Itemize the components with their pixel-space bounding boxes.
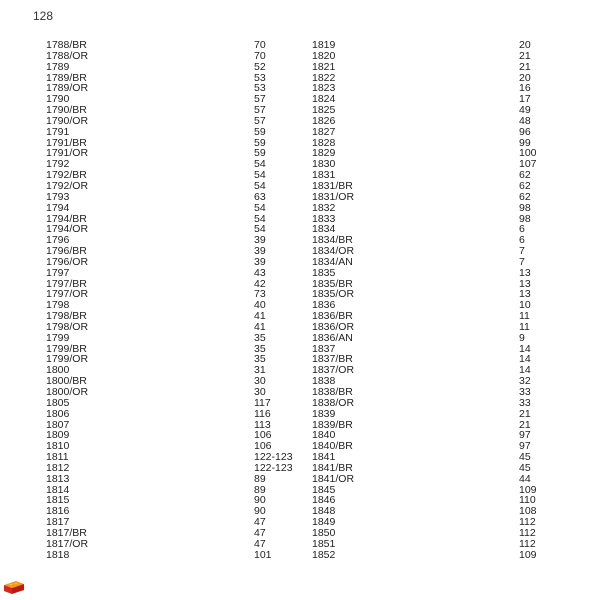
index-page-ref: 43 [254,266,266,279]
index-page-ref: 96 [519,125,531,138]
index-code: 1826 [312,114,336,127]
index-page-ref: 41 [254,320,266,333]
index-page-ref: 6 [519,234,525,247]
index-page-ref: 6 [519,223,525,236]
index-page-ref: 11 [519,310,530,323]
index-page-ref: 30 [254,386,266,398]
index-code: 1796/BR [46,245,87,258]
index-page-ref: 21 [519,49,531,62]
index-code: 1839/BR [312,418,353,431]
index-code: 1797 [46,266,70,279]
index-code: 1838/OR [312,396,355,409]
index-page-ref: 48 [519,114,531,127]
index-page-ref: 47 [254,537,266,550]
index-code: 1800 [46,364,70,377]
index-page-ref: 122-123 [254,461,293,474]
index-page-ref: 109 [519,483,537,496]
index-page-ref: 21 [519,407,531,420]
index-code: 1834/AN [312,255,353,268]
index-code: 1823 [312,82,336,95]
index-page-ref: 54 [254,212,266,225]
index-code: 1791 [46,125,70,138]
index-page-ref: 98 [519,201,531,214]
index-page-ref: 9 [519,331,525,344]
index-code: 1831 [312,169,336,182]
index-code: 1791/BR [46,136,87,149]
index-codes-column-left [46,40,136,561]
index-code: 1824 [312,93,336,106]
index-page-ref: 59 [254,125,266,138]
index-page-ref: 62 [519,169,531,182]
index-code: 1834 [312,223,336,236]
index-page-ref: 89 [254,472,266,485]
index-page-ref: 35 [254,331,266,344]
index-page-ref: 14 [519,353,531,366]
index-code: 1790/BR [46,104,87,117]
index-page-ref: 14 [519,364,531,377]
index-code: 1816 [46,505,70,518]
index-code: 1845 [312,483,336,496]
index-page-ref: 39 [254,245,266,258]
index-page-ref: 16 [519,82,531,95]
index-code: 1825 [312,104,336,117]
index-page-ref: 45 [519,461,531,474]
index-code: 1828 [312,136,336,149]
index-code: 1849 [312,516,336,529]
index-code: 1813 [46,472,70,485]
index-code: 1848 [312,505,336,518]
index-page-ref: 21 [519,418,531,431]
index-page-ref: 7 [519,255,525,268]
index-code: 1838/BR [312,386,353,398]
index-code: 1794 [46,201,70,214]
index-code: 1815 [46,494,70,507]
index-page-ref: 11 [519,320,530,333]
index-page-ref: 35 [254,353,266,366]
index-page-ref: 49 [519,104,531,117]
index-page-ref: 101 [254,548,272,561]
index-code: 1834/OR [312,245,355,258]
index-page-ref: 98 [519,212,531,225]
index-code: 1800/OR [46,386,89,398]
index-code: 1796/OR [46,255,89,268]
index-page-ref: 112 [519,516,536,529]
index-page-ref: 35 [254,342,266,355]
index-code: 1837 [312,342,336,355]
index-page-ref: 106 [254,429,272,442]
index-code: 1840/BR [312,440,353,453]
index-code: 1794/BR [46,212,87,225]
index-code: 1851 [312,537,336,550]
index-code: 1789/OR [46,82,89,95]
index-code: 1793 [46,190,70,203]
index-page-ref: 54 [254,223,266,236]
index-page-ref: 106 [254,440,272,453]
index-page-ref: 57 [254,114,266,127]
index-code: 1837/BR [312,353,353,366]
index-pages-column-right [519,40,569,561]
index-code: 1798 [46,299,70,312]
index-code: 1797/OR [46,288,89,301]
index-code: 1835/OR [312,288,355,301]
index-code: 1796 [46,234,70,247]
index-code: 1790/OR [46,114,89,127]
index-page-ref: 59 [254,147,266,160]
index-page-ref: 54 [254,158,266,171]
index-page-ref: 10 [519,299,531,312]
index-page-ref: 47 [254,516,266,529]
index-page-ref: 17 [519,93,531,106]
index-page-ref: 100 [519,147,537,160]
index-code: 1799/BR [46,342,87,355]
index-page-ref: 57 [254,93,266,106]
index-code: 1834/BR [312,234,353,247]
index-code: 1792/BR [46,169,87,182]
index-codes-column-right [312,40,402,561]
index-code: 1791/OR [46,147,89,160]
index-code: 1817 [46,516,70,529]
index-page-ref: 90 [254,494,266,507]
index-page-ref: 97 [519,429,531,442]
index-code: 1797/BR [46,277,87,290]
index-code: 1788/BR [46,39,87,51]
index-page-ref: 70 [254,49,266,62]
index-code: 1806 [46,407,70,420]
index-code: 1836/BR [312,310,353,323]
index-page-ref: 31 [254,364,266,377]
index-page-ref: 70 [254,39,266,51]
index-page-ref: 13 [519,288,531,301]
index-page-ref: 42 [254,277,266,290]
index-code: 1833 [312,212,336,225]
index-code: 1850 [312,526,336,539]
index-code: 1788/OR [46,49,89,62]
index-page-ref: 54 [254,201,266,214]
index-page-ref: 62 [519,179,531,192]
index-page-ref: 62 [519,190,531,203]
index-code: 1821 [312,60,336,73]
brick-logo-icon [2,578,26,596]
index-page-ref: 63 [254,190,266,203]
index-code: 1820 [312,49,336,62]
index-code: 1800/BR [46,375,87,388]
index-page-ref: 33 [519,396,531,409]
index-code: 1839 [312,407,336,420]
index-code: 1830 [312,158,336,171]
index-code: 1814 [46,483,70,496]
index-page-ref: 97 [519,440,531,453]
index-code: 1805 [46,396,70,409]
index-code: 1829 [312,147,336,160]
index-code: 1798/BR [46,310,87,323]
index-page-ref: 13 [519,266,531,279]
index-code: 1818 [46,548,70,561]
index-code: 1835 [312,266,336,279]
index-code: 1792 [46,158,70,171]
index-page-ref: 117 [254,396,271,409]
index-page-ref: 33 [519,386,531,398]
index-page-ref: 73 [254,288,266,301]
index-page-ref: 13 [519,277,531,290]
index-page-ref: 21 [519,60,531,73]
index-page-ref: 59 [254,136,266,149]
index-code: 1827 [312,125,336,138]
index-page-ref: 112 [519,526,536,539]
index-code: 1841/OR [312,472,355,485]
index-page-ref: 89 [254,483,266,496]
index-page-ref: 116 [254,407,271,420]
index-page-ref: 45 [519,451,531,464]
index-code: 1841 [312,451,336,464]
index-page-ref: 109 [519,548,537,561]
index-code: 1840 [312,429,336,442]
index-code: 1852 [312,548,336,561]
index-code: 1799 [46,331,70,344]
index-code: 1831/OR [312,190,355,203]
index-code: 1810 [46,440,70,453]
index-page-ref: 107 [519,158,537,171]
index-page-ref: 108 [519,505,537,518]
index-page-ref: 53 [254,82,266,95]
index-page-ref: 113 [254,418,271,431]
index-code: 1794/OR [46,223,89,236]
index-page-ref: 39 [254,234,266,247]
page-number: 128 [33,9,54,23]
index-code: 1838 [312,375,336,388]
index-code: 1817/BR [46,526,87,539]
index-code: 1836 [312,299,336,312]
index-code: 1822 [312,71,336,84]
index-page-ref: 122-123 [254,451,293,464]
index-page-ref: 53 [254,71,266,84]
index-code: 1789/BR [46,71,87,84]
index-page-ref: 20 [519,71,531,84]
index-page-ref: 39 [254,255,266,268]
index-pages-column-left [254,40,304,561]
index-page-ref: 99 [519,136,531,149]
index-page-ref: 54 [254,179,266,192]
index-page-ref: 41 [254,310,266,323]
index-code: 1792/OR [46,179,89,192]
index-code: 1835/BR [312,277,353,290]
index-code: 1812 [46,461,70,474]
index-code: 1819 [312,39,336,51]
index-page-ref: 54 [254,169,266,182]
index-code: 1790 [46,93,70,106]
index-page-ref: 30 [254,375,266,388]
index-page-ref: 20 [519,39,531,51]
index-code: 1832 [312,201,336,214]
index-code: 1817/OR [46,537,89,550]
index-page-ref: 47 [254,526,266,539]
index-page-ref: 14 [519,342,531,355]
index-code: 1809 [46,429,70,442]
index-page-ref: 110 [519,494,536,507]
index-code: 1811 [46,451,69,464]
index-page-ref: 32 [519,375,531,388]
index-code: 1836/OR [312,320,355,333]
index-code: 1831/BR [312,179,353,192]
index-page-ref: 90 [254,505,266,518]
index-code: 1807 [46,418,70,431]
index-page-ref: 44 [519,472,531,485]
index-code: 1799/OR [46,353,89,366]
index-page-ref: 7 [519,245,525,258]
index-page-ref: 52 [254,60,266,73]
index-code: 1841/BR [312,461,353,474]
index-code: 1798/OR [46,320,89,333]
index-page-ref: 57 [254,104,266,117]
index-code: 1837/OR [312,364,355,377]
index-code: 1846 [312,494,336,507]
index-code: 1789 [46,60,70,73]
index-page-ref: 112 [519,537,536,550]
index-code: 1836/AN [312,331,353,344]
index-page-ref: 40 [254,299,266,312]
